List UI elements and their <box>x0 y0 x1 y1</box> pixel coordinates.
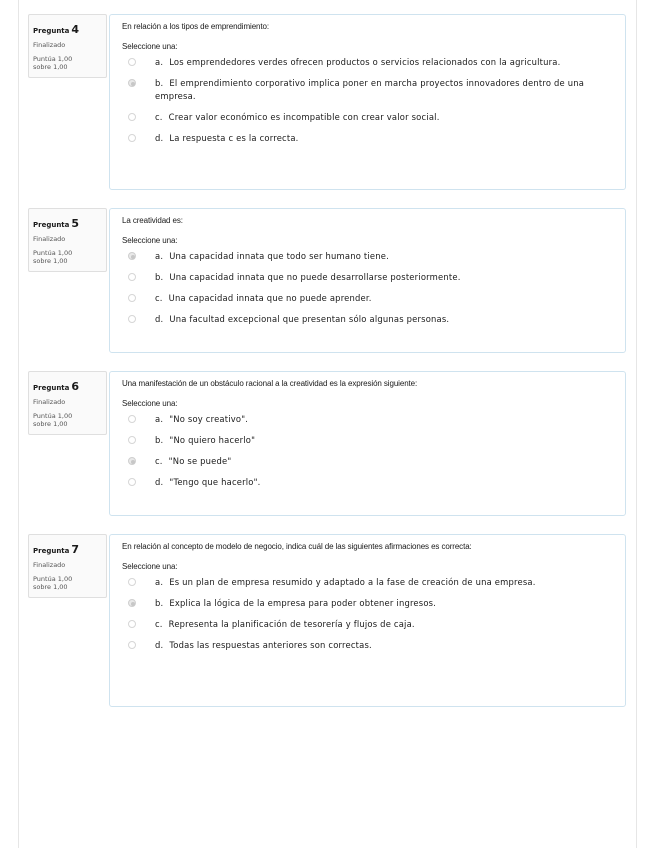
radio-button[interactable] <box>128 641 136 649</box>
question-content <box>109 534 626 707</box>
answer-options <box>122 413 615 489</box>
question-text: Una manifestación de un obstáculo racional a la creatividad es la expresión siguiente: <box>122 379 418 388</box>
question-text: En relación al concepto de modelo de negocio, indica cuál de las siguientes afirmaciones es correcta: <box>122 542 472 551</box>
question-grade <box>33 55 95 71</box>
option-letter: d. <box>155 133 164 143</box>
option-letter: c. <box>155 112 163 122</box>
question-info <box>28 371 107 435</box>
question-text: La creatividad es: <box>122 216 183 225</box>
question-state: Finalizado <box>33 41 66 49</box>
radio-button[interactable] <box>128 113 136 121</box>
radio-button[interactable] <box>128 478 136 486</box>
radio-button[interactable] <box>128 134 136 142</box>
option-letter: a. <box>155 251 164 261</box>
option-text: La respuesta c es la correcta. <box>169 133 299 143</box>
option-letter: c. <box>155 619 163 629</box>
question-label: Pregunta <box>33 547 70 555</box>
answer-options <box>122 250 615 326</box>
answer-option[interactable] <box>122 313 615 326</box>
answer-option[interactable] <box>122 639 615 652</box>
question-label: Pregunta <box>33 221 70 229</box>
option-letter: b. <box>155 598 164 608</box>
answer-option[interactable] <box>122 292 615 305</box>
option-letter: a. <box>155 57 164 67</box>
radio-button-checked[interactable] <box>128 79 136 87</box>
grade-line-1: Puntúa 1,00 <box>33 55 73 63</box>
question-grade <box>33 249 95 265</box>
question-grade <box>33 575 95 591</box>
option-text: "No quiero hacerlo" <box>169 435 256 445</box>
answer-option[interactable] <box>122 132 615 145</box>
grade-line-2: sobre 1,00 <box>33 63 68 71</box>
answer-option[interactable] <box>122 597 615 610</box>
option-text: "Tengo que hacerlo". <box>169 477 261 487</box>
grade-line-2: sobre 1,00 <box>33 583 68 591</box>
radio-button[interactable] <box>128 315 136 323</box>
grade-line-1: Puntúa 1,00 <box>33 412 73 420</box>
option-letter: c. <box>155 293 163 303</box>
radio-button-checked[interactable] <box>128 252 136 260</box>
option-letter: a. <box>155 577 164 587</box>
page-left-border <box>18 0 19 848</box>
question-text: En relación a los tipos de emprendimiento: <box>122 22 269 31</box>
option-text: Representa la planificación de tesorería y flujos de caja. <box>168 619 415 629</box>
answer-option[interactable] <box>122 618 615 631</box>
answer-option[interactable] <box>122 56 615 69</box>
answer-options <box>122 56 615 145</box>
option-text: Es un plan de empresa resumido y adaptado a la fase de creación de una empresa. <box>169 577 536 587</box>
question-state: Finalizado <box>33 561 66 569</box>
option-text: "No soy creativo". <box>169 414 249 424</box>
question-label: Pregunta <box>33 27 70 35</box>
option-text: Una facultad excepcional que presentan sólo algunas personas. <box>169 314 450 324</box>
option-text: Una capacidad innata que no puede desarrollarse posteriormente. <box>169 272 461 282</box>
question-state: Finalizado <box>33 398 66 406</box>
answer-prompt: Seleccione una: <box>122 236 178 245</box>
answer-option[interactable] <box>122 455 615 468</box>
question-number: 4 <box>71 23 80 36</box>
option-letter: d. <box>155 640 164 650</box>
radio-button[interactable] <box>128 415 136 423</box>
question-number: 6 <box>71 380 80 393</box>
radio-button[interactable] <box>128 620 136 628</box>
question-content <box>109 208 626 353</box>
answer-option[interactable] <box>122 271 615 284</box>
option-letter: b. <box>155 78 164 88</box>
option-text: Todas las respuestas anteriores son correctas. <box>169 640 372 650</box>
question-info <box>28 14 107 78</box>
option-text: Una capacidad innata que todo ser humano tiene. <box>169 251 389 261</box>
radio-button[interactable] <box>128 294 136 302</box>
answer-option[interactable] <box>122 476 615 489</box>
option-letter: d. <box>155 477 164 487</box>
answer-option[interactable] <box>122 413 615 426</box>
grade-line-1: Puntúa 1,00 <box>33 575 73 583</box>
page-right-border <box>636 0 637 848</box>
option-letter: c. <box>155 456 163 466</box>
option-text: Los emprendedores verdes ofrecen productos o servicios relacionados con la agricultura. <box>169 57 561 67</box>
answer-option[interactable] <box>122 576 615 589</box>
radio-button-checked[interactable] <box>128 457 136 465</box>
option-text: "No se puede" <box>168 456 232 466</box>
radio-button-checked[interactable] <box>128 599 136 607</box>
question-info <box>28 208 107 272</box>
answer-option[interactable] <box>122 250 615 263</box>
option-letter: b. <box>155 435 164 445</box>
grade-line-2: sobre 1,00 <box>33 420 68 428</box>
question-label: Pregunta <box>33 384 70 392</box>
answer-options <box>122 576 615 652</box>
radio-button[interactable] <box>128 58 136 66</box>
answer-option[interactable] <box>122 77 615 103</box>
answer-option[interactable] <box>122 434 615 447</box>
answer-option[interactable] <box>122 111 615 124</box>
question-state: Finalizado <box>33 235 66 243</box>
radio-button[interactable] <box>128 273 136 281</box>
question-content <box>109 14 626 190</box>
grade-line-1: Puntúa 1,00 <box>33 249 73 257</box>
question-content <box>109 371 626 516</box>
answer-prompt: Seleccione una: <box>122 42 178 51</box>
grade-line-2: sobre 1,00 <box>33 257 68 265</box>
question-info <box>28 534 107 598</box>
answer-prompt: Seleccione una: <box>122 562 178 571</box>
option-letter: b. <box>155 272 164 282</box>
radio-button[interactable] <box>128 436 136 444</box>
option-text: Crear valor económico es incompatible con crear valor social. <box>168 112 440 122</box>
option-text: Una capacidad innata que no puede aprender. <box>168 293 372 303</box>
option-text: Explica la lógica de la empresa para poder obtener ingresos. <box>169 598 437 608</box>
option-letter: a. <box>155 414 164 424</box>
question-number: 7 <box>71 543 80 556</box>
question-number: 5 <box>71 217 80 230</box>
answer-prompt: Seleccione una: <box>122 399 178 408</box>
radio-button[interactable] <box>128 578 136 586</box>
question-grade <box>33 412 95 428</box>
option-letter: d. <box>155 314 164 324</box>
option-text: El emprendimiento corporativo implica poner en marcha proyectos innovadores dentro de una empresa. <box>155 78 585 101</box>
